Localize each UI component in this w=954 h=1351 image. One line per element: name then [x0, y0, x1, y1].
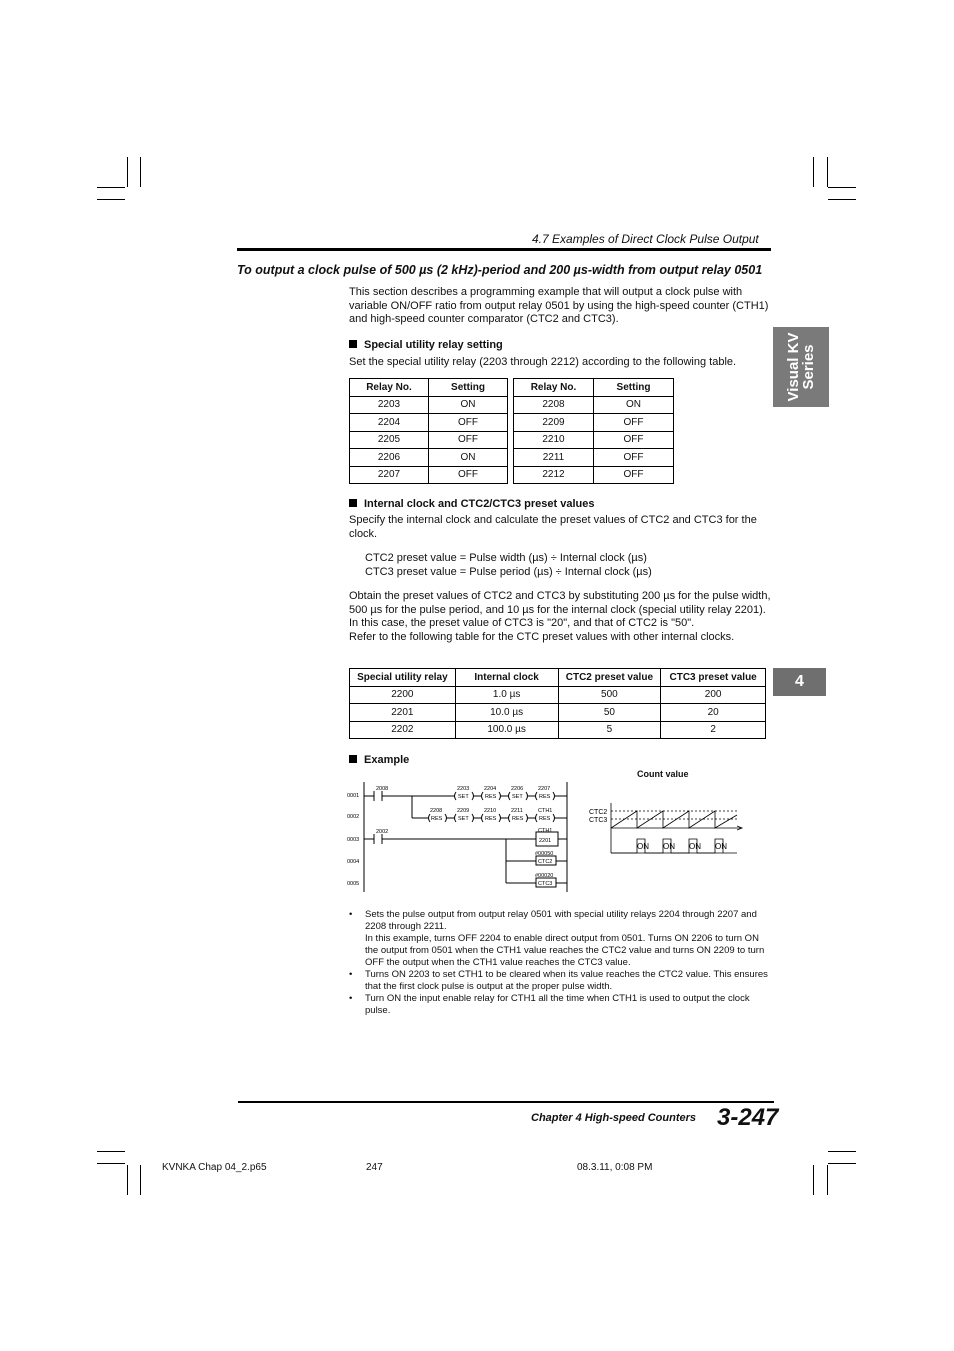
table-row: 2203 ON 2208 ON [350, 396, 674, 414]
coil-number: 2209 [457, 808, 470, 814]
table-row: 2205 OFF 2210 OFF [350, 431, 674, 449]
rung-number: 0001 [347, 793, 360, 799]
table-row: 2200 1.0 µs 500 200 [350, 686, 766, 704]
table-header-row: Relay No. Setting Relay No. Setting [350, 379, 674, 397]
internal-clock-text: Specify the internal clock and calculate the preset values of CTC2 and CTC3 for the clock. [349, 514, 757, 540]
on-label: ON [689, 842, 701, 851]
crop-mark [828, 187, 856, 188]
table-row: 2201 10.0 µs 50 20 [350, 704, 766, 722]
section-header: 4.7 Examples of Direct Clock Pulse Output [532, 232, 759, 246]
crop-mark [97, 1151, 125, 1152]
crop-mark [813, 1165, 814, 1195]
comparator-name: CTC2 [538, 859, 553, 865]
internal-clock-heading: Internal clock and CTC2/CTC3 preset values [349, 498, 594, 510]
table-header-row: Special utility relay Internal clock CTC2 preset value CTC3 preset value [350, 669, 766, 687]
page-number: 3-247 [717, 1104, 779, 1131]
on-label: ON [637, 842, 649, 851]
coil-op: RES [431, 816, 443, 822]
table-row: 2206 ON 2211 OFF [350, 449, 674, 467]
contact-label: 2002 [376, 829, 389, 835]
crop-mark [127, 1165, 128, 1195]
coil-op: RES [485, 816, 497, 822]
footer-rule [238, 1101, 774, 1103]
ladder-diagram [340, 780, 580, 895]
rung-number: 0004 [347, 859, 360, 865]
formulas: CTC2 preset value = Pulse width (µs) ÷ Internal clock (µs) CTC3 preset value = Pulse period (µs) ÷ Internal clock (µs) [365, 552, 652, 578]
bullet-dot-icon: • [349, 969, 353, 980]
side-tab-label: Visual KV Series [785, 332, 817, 402]
coil-number: 2204 [484, 786, 497, 792]
counter-value: 2201 [539, 838, 552, 844]
coil-number: 2203 [457, 786, 470, 792]
crop-mark [828, 1151, 856, 1152]
coil-op: SET [458, 816, 469, 822]
crop-mark [127, 157, 128, 187]
rung-number: 0005 [347, 881, 360, 887]
footer-chapter: Chapter 4 High-speed Counters [531, 1112, 697, 1124]
crop-mark [97, 187, 125, 188]
list-item: • Sets the pulse output from output relay 0501 with special utility relays 2204 through 2207 and 2208 through 2211. In this example, turns OFF 2204 to enable direct output from 0501. Turns ON 2206 to turn ON the output from 0501 when the CTH1 value reaches the CTC2 value and turns ON 2209 to turn OFF the output when the CTH1 value reaches the CTC3 value. [349, 909, 765, 968]
coil-number: 2211 [511, 808, 523, 814]
file-name: KVNKA Chap 04_2.p65 [162, 1162, 267, 1173]
example-heading: Example [349, 754, 409, 766]
preset-explanation: Obtain the preset values of CTC2 and CTC3 by substituting 200 µs for the pulse width, 500 µs for the pulse period, and 10 µs for the internal clock (special utility relay 2201). In this case, the preset value of CTC3 is "20", and that of CTC2 is "50". Refer to the following table for the CTC preset values with other internal clocks. [349, 590, 771, 643]
header-rule [237, 248, 771, 251]
bullet-square-icon [349, 755, 357, 763]
preset-value: #00020 [535, 873, 554, 879]
bullet-square-icon [349, 499, 357, 507]
coil-op: RES [512, 816, 524, 822]
table-row: 2207 OFF 2212 OFF [350, 466, 674, 484]
relay-setting-table [349, 378, 674, 484]
count-value-label: Count value [637, 769, 689, 779]
contact-label: 2008 [376, 786, 389, 792]
coil-op: RES [539, 816, 551, 822]
crop-mark [97, 1163, 125, 1164]
coil-number: CTH1 [538, 808, 553, 814]
coil-number: 2208 [430, 808, 443, 814]
ctc-preset-table [349, 668, 766, 739]
preset-value: #00050 [535, 851, 554, 857]
crop-mark [828, 1163, 856, 1164]
bullet-dot-icon: • [349, 993, 353, 1004]
sheet-number: 247 [366, 1162, 383, 1173]
table-row: 2202 100.0 µs 5 2 [350, 721, 766, 739]
coil-op: SET [458, 794, 469, 800]
crop-mark [828, 199, 856, 200]
list-item: • Turn ON the input enable relay for CTH1 all the time when CTH1 is used to output the clock pulse. [349, 993, 750, 1016]
list-item: • Turns ON 2203 to set CTH1 to be cleared when its value reaches the CTC2 value. This ensures that the first clock pulse is output at the proper pulse width. [349, 969, 768, 992]
on-label: ON [715, 842, 727, 851]
counter-name: CTH1 [538, 828, 553, 834]
bullet-square-icon [349, 340, 357, 348]
on-label: ON [663, 842, 675, 851]
table-row: 2204 OFF 2209 OFF [350, 414, 674, 432]
intro-paragraph: This section describes a programming example that will output a clock pulse with variable ON/OFF ratio from output relay 0501 by using the high-speed counter (CTH1) and high-speed counter comparator (CTC2 and CTC3). [349, 286, 769, 326]
special-utility-heading: Special utility relay setting [349, 339, 503, 351]
coil-number: 2206 [511, 786, 524, 792]
crop-mark [827, 1165, 828, 1195]
special-utility-text: Set the special utility relay (2203 through 2212) according to the following table. [349, 356, 737, 368]
print-date: 08.3.11, 0:08 PM [577, 1162, 653, 1173]
crop-mark [827, 157, 828, 187]
chapter-badge: 4 [773, 668, 826, 696]
crop-mark [140, 157, 141, 187]
rung-number: 0003 [347, 837, 360, 843]
crop-mark [97, 199, 125, 200]
ctc2-label: CTC2 [589, 809, 608, 816]
coil-op: SET [512, 794, 523, 800]
comparator-name: CTC3 [538, 881, 553, 887]
bullet-dot-icon: • [349, 909, 353, 920]
page-title: To output a clock pulse of 500 µs (2 kHz)-period and 200 µs-width from output relay 0501 [237, 263, 763, 277]
crop-mark [140, 1165, 141, 1195]
timing-chart [587, 797, 747, 859]
coil-number: 2207 [538, 786, 551, 792]
ctc3-label: CTC3 [589, 817, 608, 824]
crop-mark [813, 157, 814, 187]
rung-number: 0002 [347, 814, 360, 820]
coil-op: RES [539, 794, 551, 800]
coil-op: RES [485, 794, 497, 800]
bullet-list [349, 909, 774, 1017]
coil-number: 2210 [484, 808, 497, 814]
side-tab [773, 327, 829, 407]
